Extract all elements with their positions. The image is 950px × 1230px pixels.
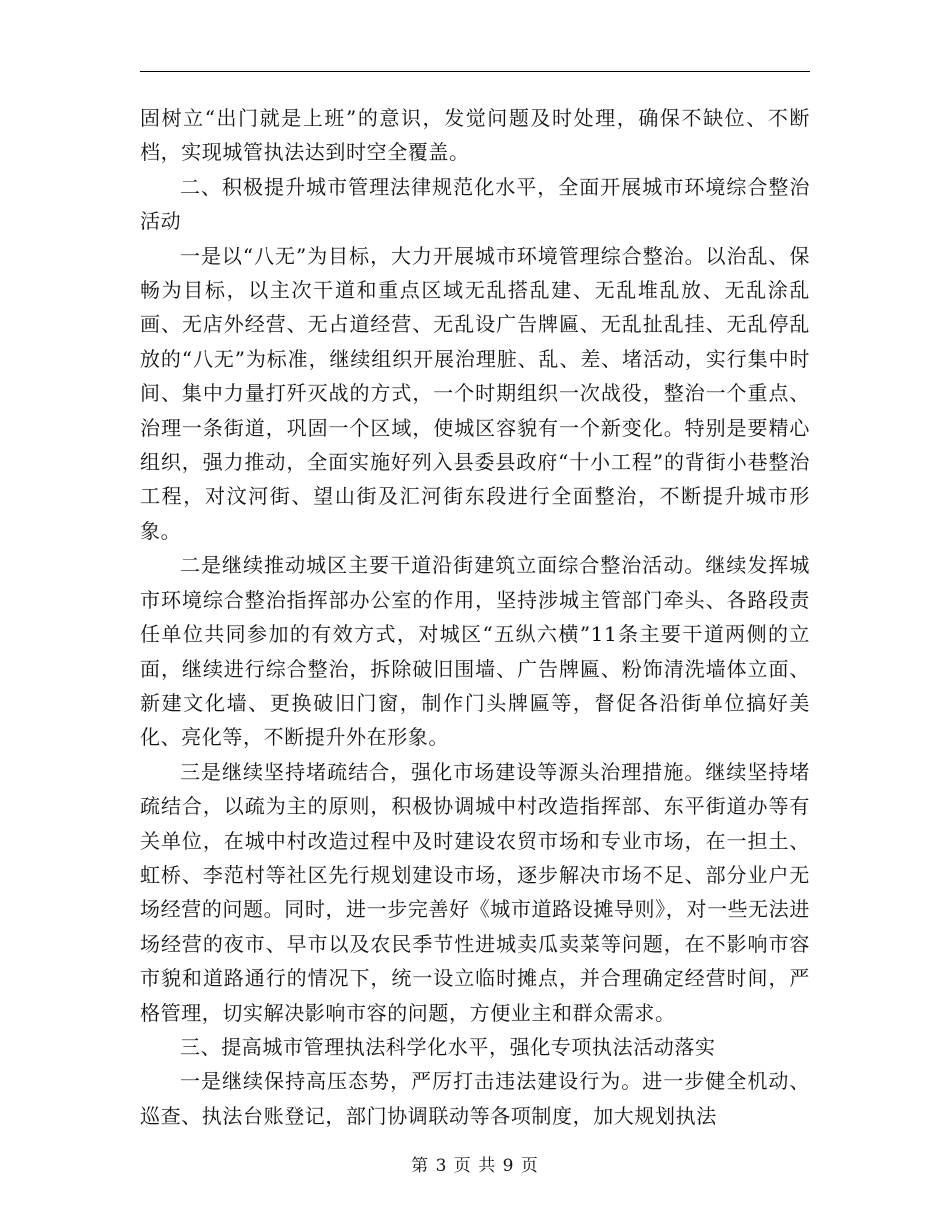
section-heading: 三、提高城市管理执法科学化水平，强化专项执法活动落实: [180, 1034, 716, 1059]
header-rule: [140, 71, 810, 72]
paragraph: 二是继续推动城区主要干道沿街建筑立面综合整治活动。继续发挥城市环境综合整治指挥部办公室的作用，坚持涉城主管部门牵头、各路段责任单位共同参加的有效方式，对城区“五纵六横”11条主要干道两侧的立面，继续进行综合整治，拆除破旧围墙、广告牌匾、粉饰清洗墙体立面、新建文化墙、更换破旧门窗，制作门头牌匾等，督促各沿街单位搞好美化、亮化等，不断提升外在形象。: [140, 553, 810, 750]
paragraph: 一是继续保持高压态势，严厉打击违法建设行为。进一步健全机动、巡查、执法台账登记，部门协调联动等各项制度，加大规划执法: [140, 1069, 810, 1128]
paragraph: 三是继续坚持堵疏结合，强化市场建设等源头治理措施。继续坚持堵疏结合，以疏为主的原则，积极协调城中村改造指挥部、东平街道办等有关单位，在城中村改造过程中及时建设农贸市场和专业市场，在一担土、虹桥、李范村等社区先行规划建设市场，逐步解决市场不足、部分业户无场经营的问题。同时，进一步完善好《城市道路设摊导则》，对一些无法进场经营的夜市、早市以及农民季节性进城卖瓜卖菜等问题，在不影响市容市貌和道路通行的情况下，统一设立临时摊点，并合理确定经营时间，严格管理，切实解决影响市容的问题，方便业主和群众需求。: [140, 759, 810, 1025]
document-body: [140, 101, 810, 1133]
paragraph: 固树立“出门就是上班”的意识，发觉问题及时处理，确保不缺位、不断档，实现城管执法达到时空全覆盖。: [140, 106, 810, 165]
section-heading: 二、积极提升城市管理法律规范化水平，全面开展城市环境综合整治活动: [140, 174, 810, 234]
paragraph: 一是以“八无”为目标，大力开展城市环境管理综合整治。以治乱、保畅为目标，以主次干道和重点区域无乱搭乱建、无乱堆乱放、无乱涂乱画、无店外经营、无占道经营、无乱设广告牌匾、无乱扯乱挂、无乱停乱放的“八无”为标准，继续组织开展治理脏、乱、差、堵活动，实行集中时间、集中力量打歼灭战的方式，一个时期组织一次战役，整治一个重点、治理一条街道，巩固一个区域，使城区容貌有一个新变化。特别是要精心组织，强力推动，全面实施好列入县委县政府“十小工程”的背街小巷整治工程，对汶河街、望山街及汇河街东段进行全面整治，不断提升城市形象。: [140, 243, 810, 543]
page-number-footer: 第 3 页 共 9 页: [411, 1156, 539, 1176]
